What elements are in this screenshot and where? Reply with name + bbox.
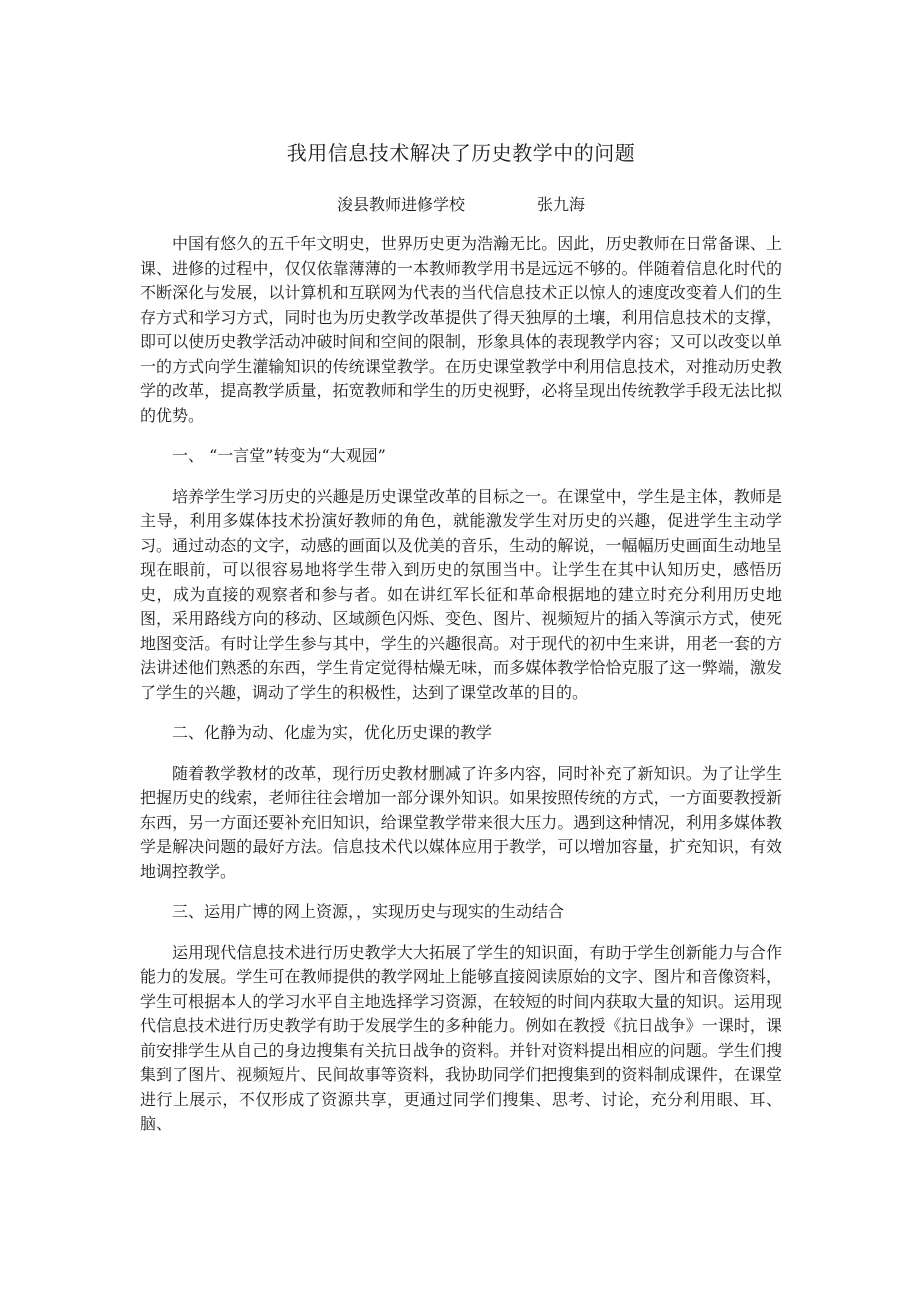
section-heading-2: 二、化静为动、化虚为实，优化历史课的教学 bbox=[172, 723, 493, 742]
paragraph-intro: 中国有悠久的五千年文明史，世界历史更为浩瀚无比。因此，历史教师在日常备课、上课、进修的过程中，仅仅依靠薄薄的一本教师教学用书是远远不够的。伴随着信息化时代的不断深化与发展，以计算机和互联网为代表的当代信息技术正以惊人的速度改变着人们的生存方式和学习方式，同时也为历史教学改革提供了得天独厚的土壤，利用信息技术的支撑，即可以使历史教学活动冲破时间和空间的限制，形象具体的表现教学内容；又可以改变以单一的方式向学生灌输知识的传统课堂教学。在历史课堂教学中利用信息技术，对推动历史教学的改革，提高教学质量，拓宽教师和学生的历史视野，必将呈现出传统教学手段无法比拟的优势。 bbox=[140, 234, 782, 425]
section-heading-1: 一、 “一言堂”转变为“大观园” bbox=[172, 446, 386, 465]
paragraph-section-3: 运用现代信息技术进行历史教学大大拓展了学生的知识面，有助于学生创新能力与合作能力的发展。学生可在教师提供的教学网址上能够直接阅读原始的文字、图片和音像资料，学生可根据本人的学习水平自主地选择学习资源，在较短的时间内获取大量的知识。运用现代信息技术进行历史教学有助于发展学生的多种能力。例如在教授《抗日战争》一课时，课前安排学生从自己的身边搜集有关抗日战争的资料。并针对资料提出相应的问题。学生们搜集到了图片、视频短片、民间故事等资料，我协助同学们把搜集到的资料制成课件，在课堂进行上展示，不仅形成了资源共享，更通过同学们搜集、思考、讨论，充分利用眼、耳、脑、 bbox=[140, 942, 782, 1133]
byline-author: 张九海 bbox=[537, 195, 586, 214]
paragraph-section-1: 培养学生学习历史的兴趣是历史课堂改革的目标之一。在课堂中，学生是主体，教师是主导，利用多媒体技术扮演好教师的角色，就能激发学生对历史的兴趣，促进学生主动学习。通过动态的文字，动感的画面以及优美的音乐，生动的解说，一幅幅历史画面生动地呈现在眼前，可以很容易地将学生带入到历史的氛围当中。让学生在其中认知历史，感悟历史，成为直接的观察者和参与者。如在讲红军长征和革命根据地的建立时充分利用历史地图，采用路线方向的移动、区域颜色闪烁、变色、图片、视频短片的插入等演示方式，使死地图变活。有时让学生参与其中，学生的兴趣很高。对于现代的初中生来讲，用老一套的方法讲述他们熟悉的东西，学生肯定觉得枯燥无味，而多媒体教学恰恰克服了这一弊端，激发了学生的兴趣，调动了学生的积极性，达到了课堂改革的目的。 bbox=[140, 486, 782, 702]
document-title: 我用信息技术解决了历史教学中的问题 bbox=[286, 141, 636, 165]
paragraph-section-2: 随着教学教材的改革，现行历史教材删减了许多内容，同时补充了新知识。为了让学生把握历史的线索，老师往往会增加一部分课外知识。如果按照传统的方式，一方面要教授新东西，另一方面还要补充旧知识，给课堂教学带来很大压力。遇到这种情况，利用多媒体教学是解决问题的最好方法。信息技术代以媒体应用于教学，可以增加容量，扩充知识，有效地调控教学。 bbox=[140, 763, 782, 881]
byline-school: 浚县教师进修学校 bbox=[336, 195, 465, 214]
byline bbox=[140, 192, 782, 218]
section-heading-3: 三、运用广博的网上资源，，实现历史与现实的生动结合 bbox=[172, 902, 565, 921]
document-body bbox=[140, 232, 782, 1153]
